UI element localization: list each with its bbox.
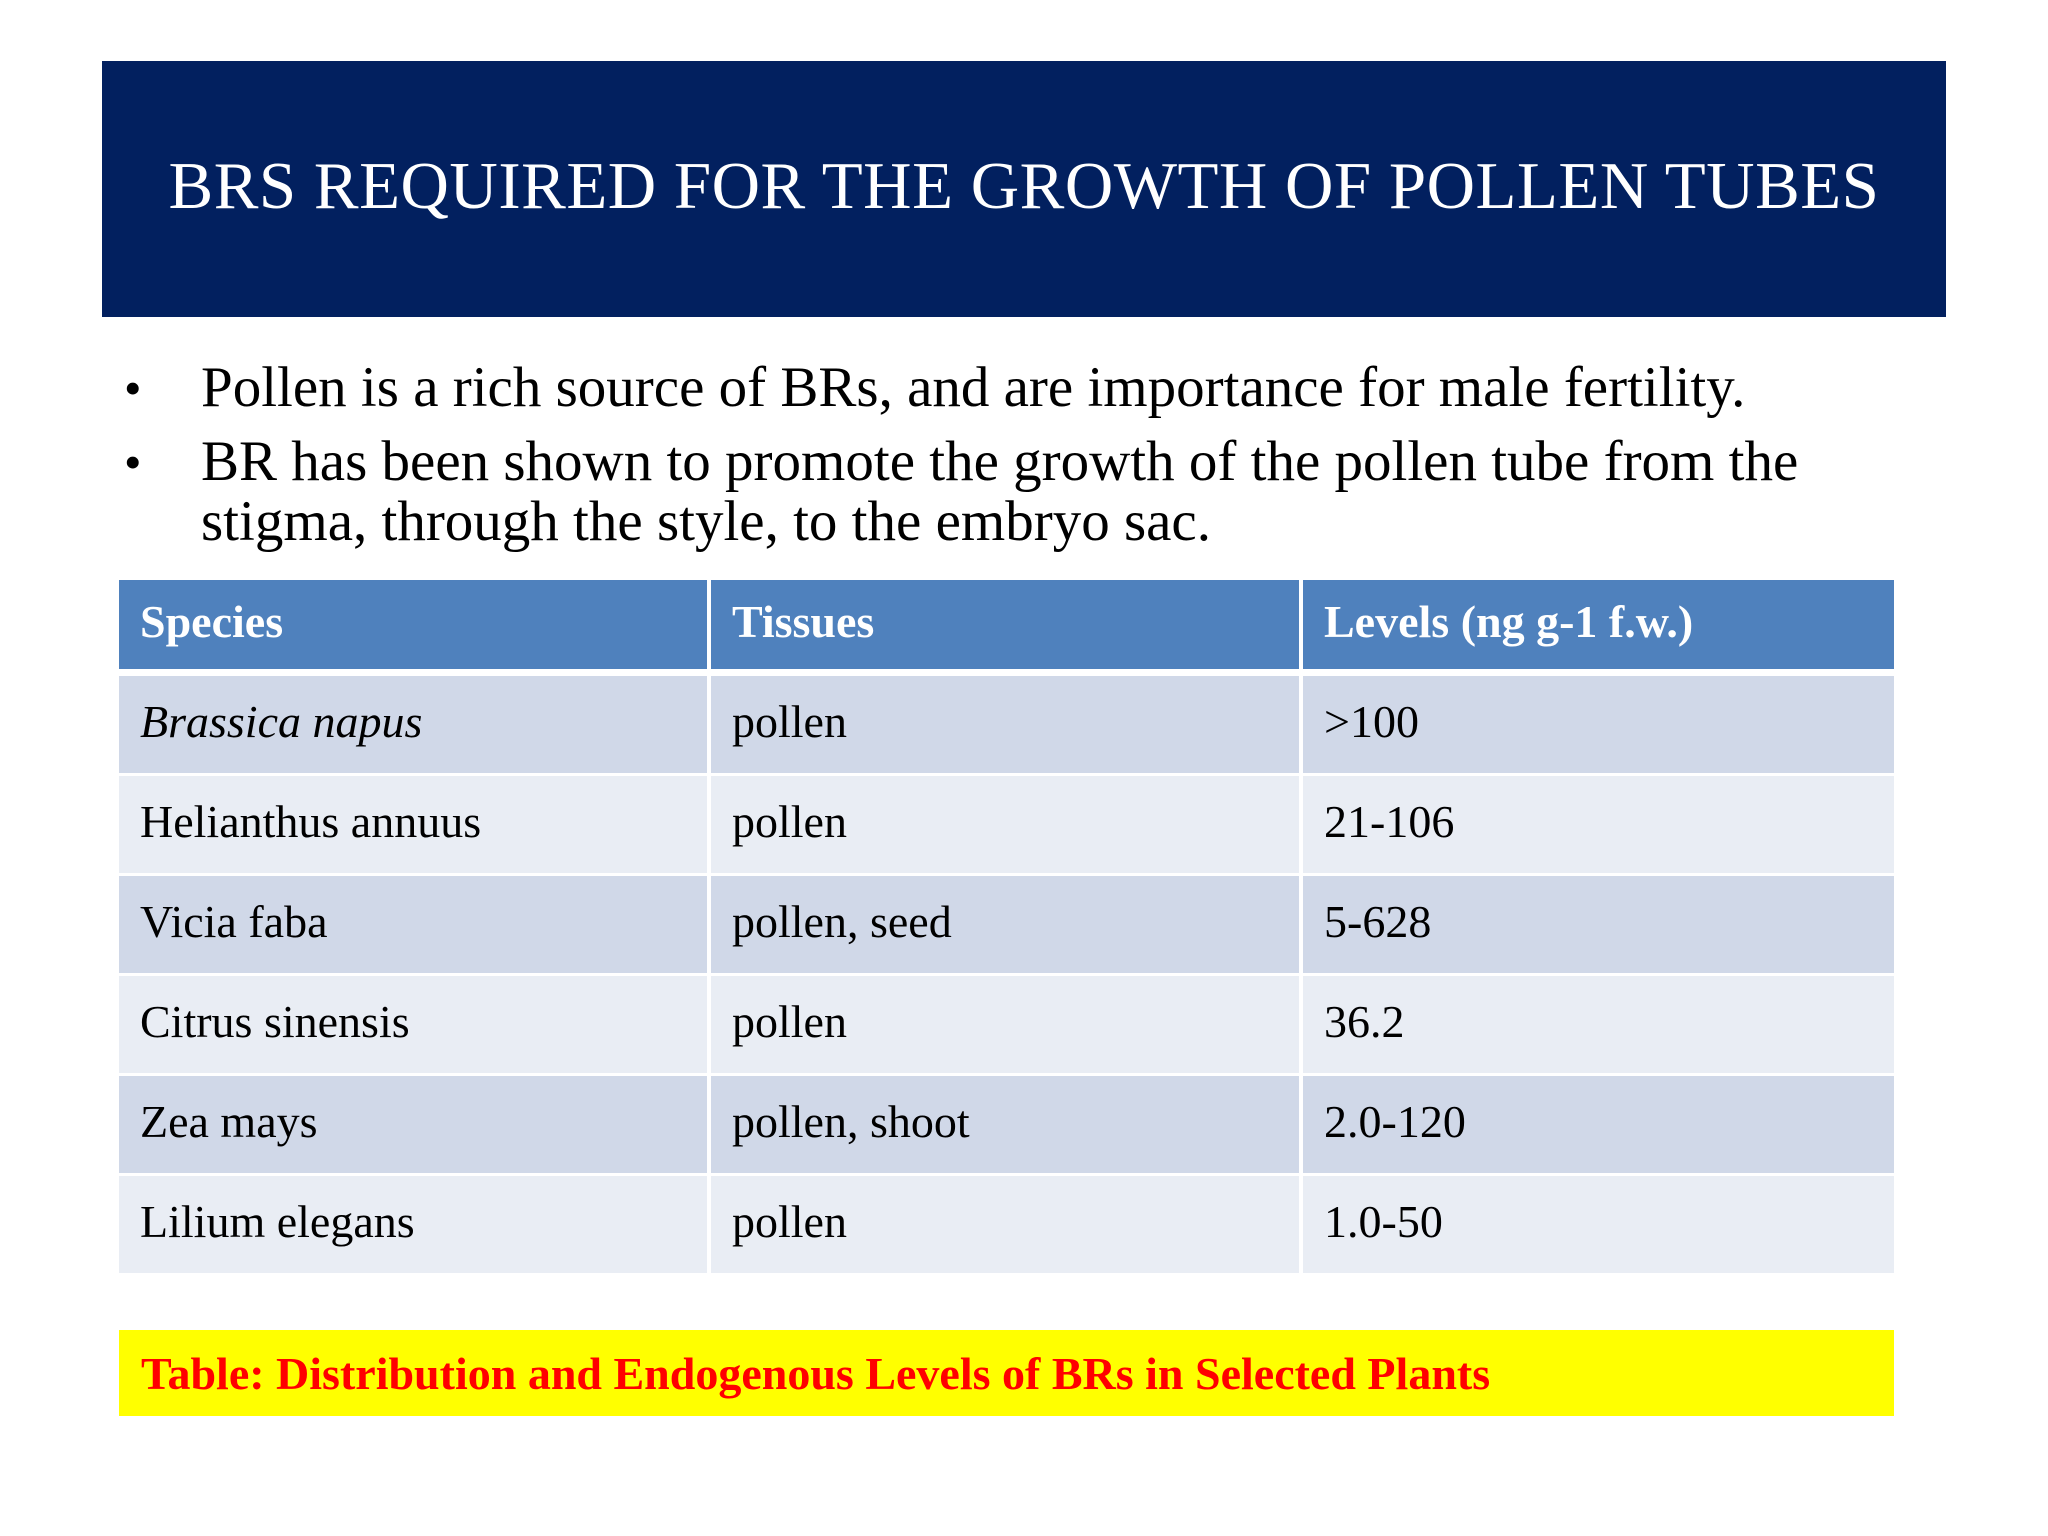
header-levels: Levels (ng g-1 f.w.) (1303, 580, 1894, 676)
cell-levels: 1.0-50 (1303, 1176, 1894, 1276)
header-tissues: Tissues (711, 580, 1303, 676)
br-levels-table (119, 580, 1894, 1276)
cell-levels: 21-106 (1303, 776, 1894, 876)
title-banner (102, 61, 1946, 317)
caption-banner (119, 1330, 1894, 1416)
cell-species: Vicia faba (119, 876, 711, 976)
bullet-item (118, 432, 1948, 552)
bullet-marker: • (124, 360, 142, 416)
cell-tissues: pollen, seed (711, 876, 1303, 976)
cell-tissues: pollen (711, 1176, 1303, 1276)
cell-tissues: pollen, shoot (711, 1076, 1303, 1176)
cell-levels: 5-628 (1303, 876, 1894, 976)
cell-species: Brassica napus (119, 676, 711, 776)
cell-species: Helianthus annuus (119, 776, 711, 876)
cell-species: Citrus sinensis (119, 976, 711, 1076)
table-row (119, 676, 1894, 776)
cell-levels: 36.2 (1303, 976, 1894, 1076)
table-row (119, 976, 1894, 1076)
cell-levels: >100 (1303, 676, 1894, 776)
table-row (119, 776, 1894, 876)
table-header-row (119, 580, 1894, 676)
table-row (119, 1076, 1894, 1176)
cell-species: Zea mays (119, 1076, 711, 1176)
bullet-list (118, 358, 1948, 566)
bullet-marker: • (124, 434, 142, 490)
table-row (119, 1176, 1894, 1276)
cell-tissues: pollen (711, 976, 1303, 1076)
cell-levels: 2.0-120 (1303, 1076, 1894, 1176)
cell-tissues: pollen (711, 676, 1303, 776)
header-species: Species (119, 580, 711, 676)
bullet-text: Pollen is a rich source of BRs, and are importance for male fertility. (201, 356, 1746, 419)
cell-species: Lilium elegans (119, 1176, 711, 1276)
table-caption: Table: Distribution and Endogenous Levels of BRs in Selected Plants (141, 1347, 1491, 1399)
cell-tissues: pollen (711, 776, 1303, 876)
bullet-text: BR has been shown to promote the growth of the pollen tube from the stigma, through the style, to the embryo sac. (201, 430, 1799, 553)
slide-title: BRS REQUIRED FOR THE GROWTH OF POLLEN TUBES (168, 148, 1880, 223)
bullet-item (118, 358, 1948, 418)
table-row (119, 876, 1894, 976)
